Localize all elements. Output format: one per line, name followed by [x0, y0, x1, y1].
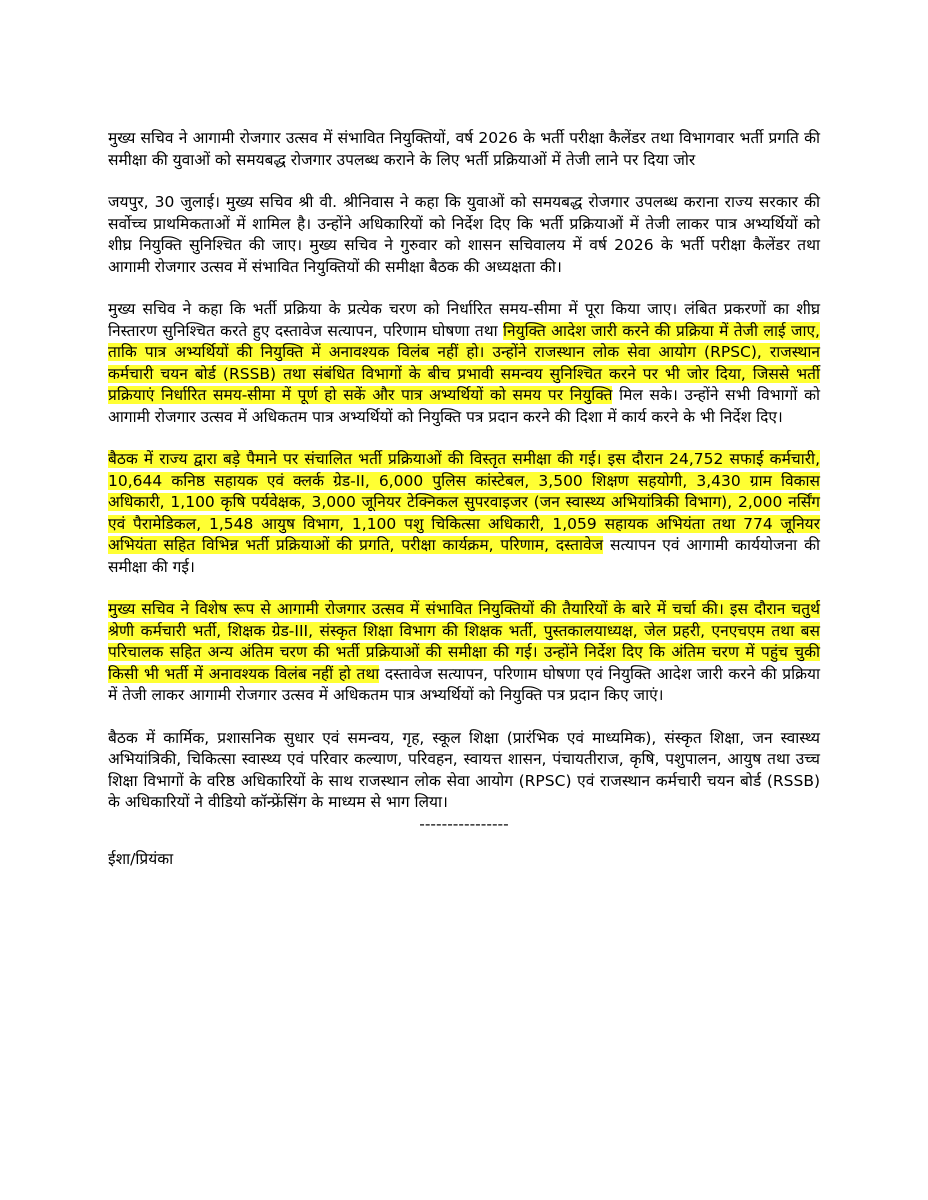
press-release-document: [108, 128, 820, 871]
divider-line: ----------------: [419, 814, 509, 833]
paragraph-rozgar-utsav: [108, 599, 820, 707]
paragraph-participants: बैठक में कार्मिक, प्रशासनिक सुधार एवं समन्वय, गृह, स्कूल शिक्षा (प्रारंभिक एवं माध्यमिक), संस्कृत शिक्षा, जन स्वास्थ्य अभियांत्रिकी, चिकित्सा स्वास्थ्य एवं परिवार कल्याण, परिवहन, स्वायत्त शासन, पंचायतीराज, कृषि, पशुपालन, आयुष तथा उच्च शिक्षा विभागों के वरिष्ठ अधिकारियों के साथ राजस्थान लोक सेवा आयोग (RPSC) एवं राजस्थान कर्मचारी चयन बोर्ड (RSSB) के अधिकारियों ने वीडियो कॉन्फ्रेंसिंग के माध्यम से भाग लिया।: [108, 728, 820, 811]
paragraph-recruitment-review: [108, 449, 820, 578]
highlighted-text: नियुक्ति आदेश जारी करने की प्रक्रिया में तेजी लाई जाए, ताकि पात्र अभ्यर्थियों की नियुक्ति में अनावश्यक विलंब नहीं हो। उन्होंने राजस्थान लोक सेवा आयोग (RPSC), राजस्थान कर्मचारी चयन बोर्ड (RSSB) तथा संबंधित विभागों के बीच प्रभावी समन्वय सुनिश्चित करने पर भी जोर दिया, जिससे भर्ती प्रक्रियाएं निर्धारित समय-सीमा में पूर्ण हो सकें और पात्र अभ्यर्थियों को समय पर नियुक्ति: [108, 321, 820, 404]
highlighted-text: मुख्य सचिव ने विशेष रूप से आगामी रोजगार उत्सव में संभावित नियुक्तियों की तैयारियों के बारे में चर्चा की। इस दौरान चतुर्थ श्रेणी कर्मचारी भर्ती, शिक्षक ग्रेड-III, संस्कृत शिक्षा विभाग की शिक्षक भर्ती, पुस्तकालयाध्यक्ष, जेल प्रहरी, एनएचएम तथा बस परिचालक सहित अन्य अंतिम चरण की भर्ती प्रक्रियाओं की समीक्षा की गई। उन्होंने निर्देश दिए कि अंतिम चरण में पहुंच चुकी किसी भी भर्ती में अनावश्यक विलंब नहीं हो तथा: [108, 600, 820, 683]
paragraph-recruitment-review-end: सत्यापन एवं आगामी कार्ययोजना की समीक्षा की गई।: [108, 536, 820, 576]
paragraph-rozgar-utsav-end: दस्तावेज सत्यापन, परिणाम घोषणा एवं नियुक्ति आदेश जारी करने की प्रक्रिया में तेजी लाकर आगामी रोजगार उत्सव में अधिकतम पात्र अभ्यर्थियों को नियुक्ति पत्र प्रदान किए जाएं।: [108, 664, 821, 704]
paragraph-intro: जयपुर, 30 जुलाई। मुख्य सचिव श्री वी. श्रीनिवास ने कहा कि युवाओं को समयबद्ध रोजगार उपलब्ध कराना राज्य सरकार की सर्वोच्च प्राथमिकताओं में शामिल है। उन्होंने अधिकारियों को निर्देश दिए कि भर्ती प्रक्रियाओं में तेजी लाकर पात्र अभ्यर्थियों को शीघ्र नियुक्ति सुनिश्चित की जाए। मुख्य सचिव ने गुरुवार को शासन सचिवालय में वर्ष 2026 के भर्ती परीक्षा कैलेंडर तथा आगामी रोजगार उत्सव में संभावित नियुक्तियों की समीक्षा बैठक की अध्यक्षता की।: [108, 193, 820, 276]
headline: मुख्य सचिव ने आगामी रोजगार उत्सव में संभावित नियुक्तियों, वर्ष 2026 के भर्ती परीक्षा कैलेंडर तथा विभागवार भर्ती प्रगति की समीक्षा की युवाओं को समयबद्ध रोजगार उपलब्ध कराने के लिए भर्ती प्रक्रियाओं में तेजी लाने पर दिया जोर: [108, 129, 820, 169]
signoff: ईशा/प्रियंका: [108, 850, 174, 868]
paragraph-timelines-text: मुख्य सचिव ने कहा कि भर्ती प्रक्रिया के प्रत्येक चरण को निर्धारित समय-सीमा में पूरा किया जाए। लंबित प्रकरणों का शीघ्र निस्तारण सुनिश्चित करते हुए दस्तावेज सत्यापन, परिणाम घोषणा तथा: [108, 300, 821, 340]
paragraph-timelines-text-end: मिल सके। उन्होंने सभी विभागों को आगामी रोजगार उत्सव में अधिकतम पात्र अभ्यर्थियों को नियुक्ति पत्र प्रदान करने की दिशा में कार्य करने के भी निर्देश दिए।: [108, 386, 820, 426]
paragraph-timelines: [108, 299, 820, 428]
highlighted-text: बैठक में राज्य द्वारा बड़े पैमाने पर संचालित भर्ती प्रक्रियाओं की विस्तृत समीक्षा की गई। इस दौरान 24,752 सफाई कर्मचारी, 10,644 कनिष्ठ सहायक एवं क्लर्क ग्रेड-II, 6,000 पुलिस कांस्टेबल, 3,500 शिक्षण सहयोगी, 3,430 ग्राम विकास अधिकारी, 1,100 कृषि पर्यवेक्षक, 3,000 जूनियर टेक्निकल सुपरवाइजर (जन स्वास्थ्य अभियांत्रिकी विभाग), 2,000 नर्सिंग एवं पैरामेडिकल, 1,548 आयुष विभाग, 1,100 पशु चिकित्सा अधिकारी, 1,059 सहायक अभियंता तथा 774 जूनियर अभियंता सहित विभिन्न भर्ती प्रक्रियाओं की प्रगति, परीक्षा कार्यक्रम, परिणाम, दस्तावेज: [108, 450, 820, 554]
